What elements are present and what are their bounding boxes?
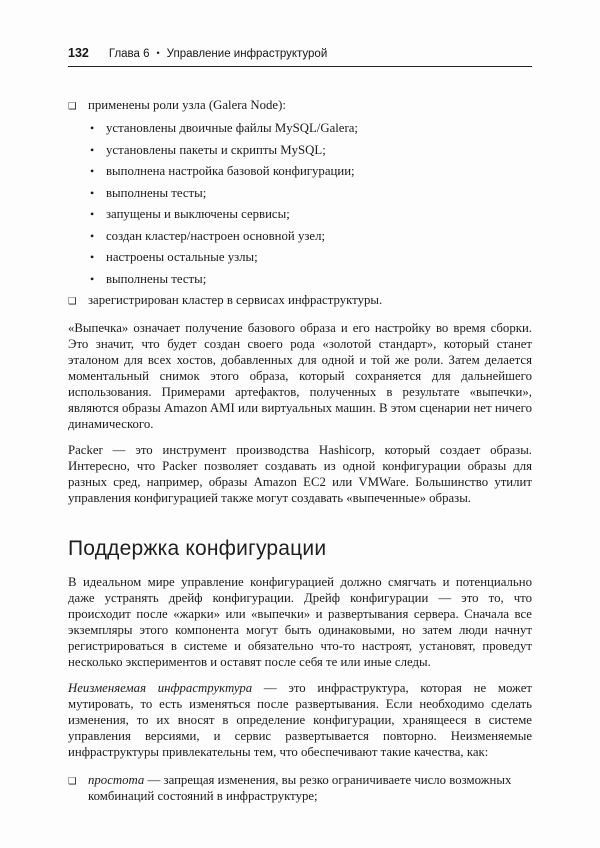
list-item [68,772,532,804]
dot-bullet-icon: • [90,228,95,243]
running-head [68,46,532,66]
paragraph-packer: Packer — это инструмент производства Hashicorp, который создает образы. Интересно, что Packer позволяет создавать из одной конфигурации образы для разных сред, например, образы Amazon EC2 или VMWare. Большинство утилит управления конфигурацией также могут создавать «выпеченные» образы. [68,443,532,505]
list-item [90,206,532,222]
galera-steps-list [90,120,532,287]
chapter-label: Глава 6 [108,48,150,60]
header-rule [68,66,532,67]
paragraph-immutable-infrastructure [68,680,532,760]
section-heading: Поддержка конфигурации [68,537,327,560]
list-item-text: установлены двоичные файлы MySQL/Galera; [106,121,358,135]
dot-bullet-icon: • [90,164,95,178]
dot-bullet-icon: • [90,207,95,221]
list-item-text: настроены остальные узлы; [106,250,258,264]
chapter-title: Управление инфраструктурой [166,48,328,60]
quality-simplicity-rest: — запрещая изменения, вы резко ограничиваете число возможных комбинаций состояний в инфраструктуре; [88,773,512,803]
paragraph-config-drift: В идеальном мире управление конфигурацией должно смягчать и потенциально даже устранять дрейф конфигурации. Дрейф конфигурации — это то, что происходит после «жарки» или «выпечки» и развертывания сервера. Сначала все экземпляры этого компонента могут быть одинаковыми, но затем люди начнут регистрироваться в системе и обязательно что-то настроят, установят, проведут несколько экспериментов и оставят после себя те или иные следы. [68,575,532,669]
dot-bullet-icon: • [90,121,95,135]
square-bullet-icon: ❑ [68,777,77,787]
list-item-text: выполнены тесты; [106,271,207,286]
node-roles-checklist [68,97,532,115]
list-item [90,271,532,287]
paragraph-immutable-rest: — это инфраструктура, которая не может мутировать, то есть изменяться после развертывания. Если необходимо сделать изменения, то их вносят в определение конфигурации, хранящееся в системе управления версиями, и сервис развертывается повторно. Неизменяемые инфраструктуры привлекательны тем, что обеспечивают такие качества, как: [68,681,532,759]
list-item [90,249,532,265]
list-item [90,185,532,201]
list-item [90,120,532,136]
list-item [68,97,532,115]
dot-bullet-icon: • [90,142,95,157]
page-number: 132 [68,46,89,60]
list-item-text: выполнена настройка базовой конфигурации; [106,164,355,178]
list-item [68,292,532,310]
list-item [90,228,532,244]
list-item [90,163,532,179]
list-item-text: установлены пакеты и скрипты MySQL; [106,142,326,157]
dot-bullet-icon: • [90,250,95,264]
square-bullet-icon: ❑ [68,102,77,112]
list-item-text: зарегистрирован кластер в сервисах инфраструктуры. [88,293,383,307]
list-item-text [88,772,532,804]
list-item-text: применены роли узла (Galera Node): [88,98,286,112]
list-item-text: создан кластер/настроен основной узел; [106,228,326,243]
term-simplicity: простота [88,773,145,787]
list-item-text: выполнены тесты; [106,185,207,200]
paragraph-baking: «Выпечка» означает получение базового образа и его настройку во время сборки. Это значит, что будет создан своего рода «золотой стандарт», который станет эталоном для всех хостов, добавленных для одной и той же роли. Затем делается моментальный снимок этого образа, который сохраняется для дальнейшего использования. Примерами артефактов, полученных в результате «выпечки», являются образы Amazon AMI или виртуальных машин. В этом сценарии нет ничего динамического. [68,321,532,431]
list-item-text: запущены и выключены сервисы; [106,207,290,221]
list-item [90,142,532,158]
term-immutable-infrastructure: Неизменяемая инфраструктура [68,681,253,695]
square-bullet-icon: ❑ [68,297,77,307]
dot-bullet-icon: • [90,271,95,286]
separator-dot-icon: • [156,48,160,58]
node-roles-checklist-closing [68,292,532,310]
dot-bullet-icon: • [90,185,95,200]
qualities-list [68,772,532,804]
